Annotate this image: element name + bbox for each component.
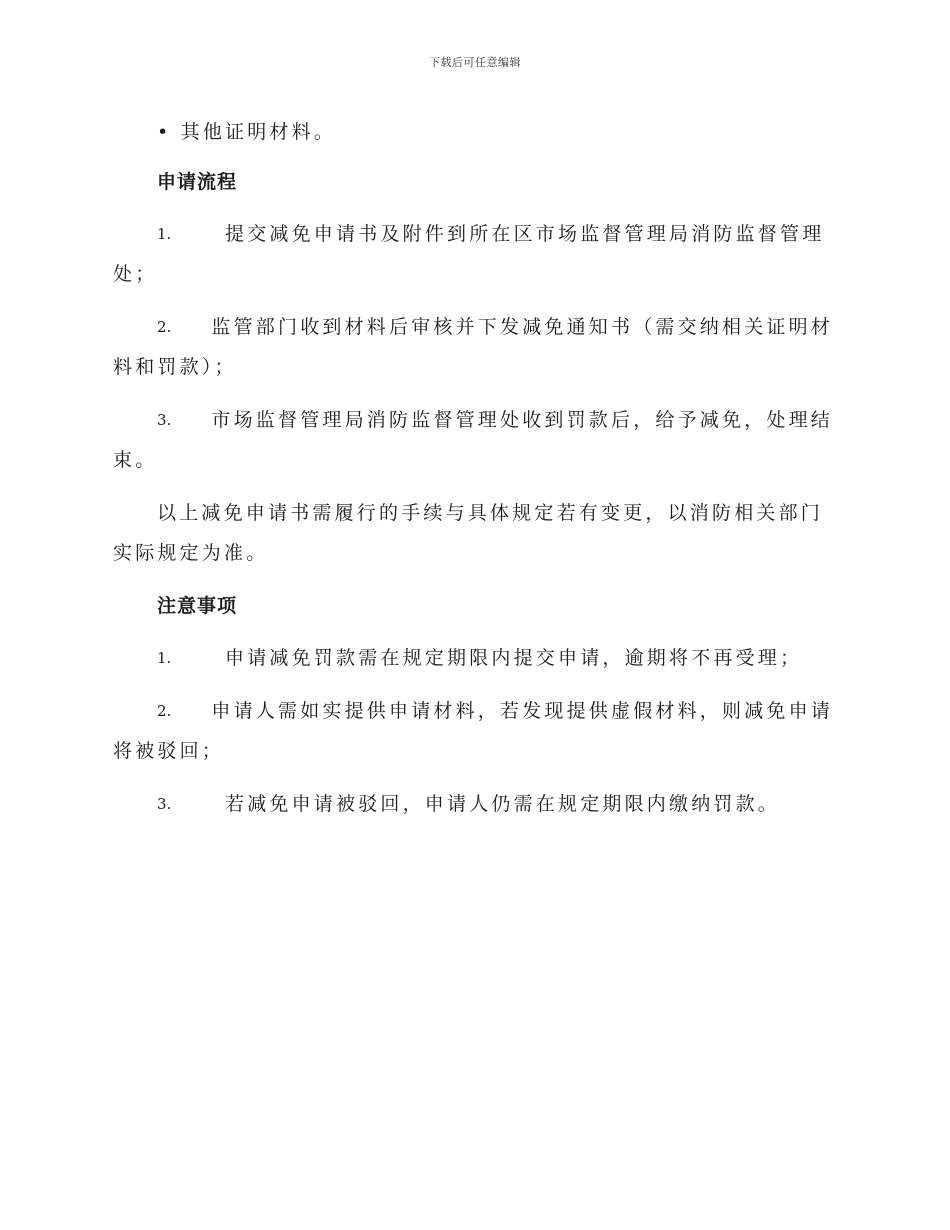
process-step-3 (113, 400, 833, 480)
process-step-1 (113, 214, 833, 294)
item-text-line2: 将被驳回； (113, 740, 225, 762)
item-text-line1: 若减免申请被驳回，申请人仍需在规定期限内缴纳罚款。 (225, 793, 781, 815)
step-text-line1: 监管部门收到材料后审核并下发减免通知书（需交纳相关证明材 (211, 316, 833, 338)
item-number: 2. (157, 702, 172, 720)
step-number: 2. (157, 318, 172, 336)
section-heading-process: 申请流程 (157, 171, 238, 193)
item-number: 3. (157, 795, 172, 813)
step-text-line2: 料和罚款）； (113, 356, 237, 378)
step-number: 3. (157, 411, 172, 429)
step-number: 1. (157, 225, 172, 243)
item-number: 1. (157, 649, 172, 667)
step-text-line2: 束。 (113, 449, 158, 471)
process-note-paragraph: 以上减免申请书需履行的手续与具体规定若有变更，以消防相关部门实际规定为准。 (113, 502, 824, 564)
item-text-line1: 申请减免罚款需在规定期限内提交申请，逾期将不再受理； (225, 647, 803, 669)
section-heading-notes: 注意事项 (157, 595, 238, 617)
notes-item-3 (113, 784, 833, 824)
page-header: 下载后可任意编辑 (429, 56, 521, 69)
step-text-line1: 提交减免申请书及附件到所在区市场监督管理局消防监督管理 (225, 223, 825, 245)
document-body (113, 112, 833, 837)
notes-item-1 (113, 638, 833, 678)
item-text-line1: 申请人需如实提供申请材料，若发现提供虚假材料，则减免申请 (211, 700, 833, 722)
process-step-2 (113, 307, 833, 387)
step-text-line2: 处； (113, 263, 158, 285)
notes-item-2 (113, 691, 833, 771)
step-text-line1: 市场监督管理局消防监督管理处收到罚款后，给予减免，处理结 (211, 409, 833, 431)
bullet-item-other-materials: • 其他证明材料。 (157, 121, 337, 143)
